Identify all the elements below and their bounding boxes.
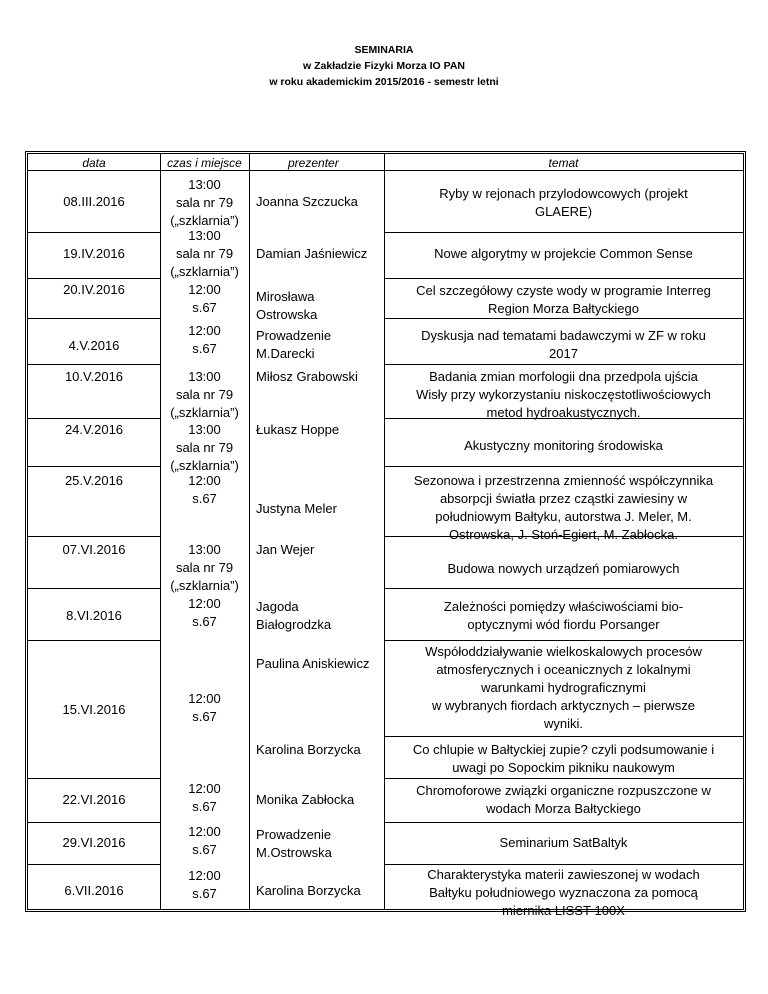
seminar-time-place: 13:00 sala nr 79 („szklarnia”) — [170, 177, 239, 228]
seminar-presenter: Joanna Szczucka — [256, 194, 358, 209]
header-period: w roku akademickim 2015/2016 - semestr letni — [269, 76, 499, 88]
date-row-separator — [28, 278, 160, 279]
seminar-presenter: Monika Zabłocka — [256, 792, 355, 807]
seminar-topic: Ryby w rejonach przylodowcowych (projekt GLAERE) — [439, 186, 688, 219]
topic-row-separator — [384, 232, 743, 233]
date-row-separator — [28, 778, 160, 779]
date-row-separator — [28, 318, 160, 319]
seminar-date: 07.VI.2016 — [62, 542, 126, 557]
seminar-topic: Badania zmian morfologii dna przedpola ujścia Wisły przy wykorzystaniu niskoczęstotliwościowych metod hydroakustycznych. — [416, 369, 711, 420]
topic-row-separator — [384, 736, 743, 737]
column-header-time-place: czas i miejsce — [167, 156, 242, 170]
seminar-topic: Sezonowa i przestrzenna zmienność współczynnika absorpcji światła przez cząstki zawiesiny w południowym Bałtyku, autorstwa J. Meler, M. Ostrowska, J. Stoń-Egiert, M. Zabłocka. — [413, 473, 714, 542]
header-subtitle: w Zakładzie Fizyki Morza IO PAN — [302, 60, 465, 72]
column-divider-3 — [384, 154, 385, 909]
seminar-time-place: 12:00 s.67 — [188, 781, 221, 814]
date-row-separator — [28, 588, 160, 589]
date-row-separator — [28, 640, 160, 641]
seminar-time-place: 12:00 s.67 — [188, 691, 221, 724]
seminar-time-place: 13:00 sala nr 79 („szklarnia”) — [170, 369, 239, 420]
column-header-topic: temat — [548, 156, 579, 170]
seminar-presenter: Łukasz Hoppe — [256, 422, 340, 437]
seminar-date: 8.VI.2016 — [66, 608, 122, 623]
header-title: SEMINARIA — [354, 44, 414, 56]
seminar-time-place: 12:00 s.67 — [188, 282, 221, 315]
seminar-time-place: 12:00 s.67 — [188, 473, 221, 506]
column-divider-2 — [249, 154, 250, 909]
seminar-presenter: Justyna Meler — [256, 501, 337, 516]
seminar-presenter: Prowadzenie M.Ostrowska — [256, 827, 332, 860]
date-row-separator — [28, 466, 160, 467]
seminar-time-place: 13:00 sala nr 79 („szklarnia”) — [170, 542, 239, 593]
seminar-presenter: Jan Wejer — [256, 542, 315, 557]
seminar-date: 4.V.2016 — [68, 338, 120, 353]
date-row-separator — [28, 418, 160, 419]
seminar-presenter: Paulina Aniskiewicz — [256, 656, 370, 671]
seminar-date: 22.VI.2016 — [62, 792, 126, 807]
seminar-date: 10.V.2016 — [64, 369, 124, 384]
seminar-presenter: Damian Jaśniewicz — [256, 246, 368, 261]
seminar-topic: Seminarium SatBaltyk — [499, 835, 628, 850]
topic-row-separator — [384, 318, 743, 319]
seminar-time-place: 13:00 sala nr 79 („szklarnia”) — [170, 228, 239, 279]
topic-row-separator — [384, 822, 743, 823]
seminar-topic: Budowa nowych urządzeń pomiarowych — [447, 561, 680, 576]
seminar-date: 19.IV.2016 — [63, 246, 125, 261]
column-header-date: data — [82, 156, 106, 170]
seminar-presenter: Karolina Borzycka — [256, 883, 361, 898]
seminar-time-place: 12:00 s.67 — [188, 596, 221, 629]
seminar-topic: Chromoforowe związki organiczne rozpuszczone w wodach Morza Bałtyckiego — [416, 783, 711, 816]
seminar-presenter: Karolina Borzycka — [256, 742, 361, 757]
seminar-time-place: 12:00 s.67 — [188, 824, 221, 857]
seminar-time-place: 13:00 sala nr 79 („szklarnia”) — [170, 422, 239, 473]
seminar-presenter: Miłosz Grabowski — [256, 369, 358, 384]
document-header — [0, 42, 768, 90]
seminar-date: 20.IV.2016 — [63, 282, 125, 297]
seminar-date: 25.V.2016 — [64, 473, 124, 488]
seminar-topic: Dyskusja nad tematami badawczymi w ZF w roku 2017 — [421, 328, 706, 361]
seminar-presenter: Jagoda Białogrodzka — [256, 599, 332, 632]
topic-row-separator — [384, 588, 743, 589]
seminar-date: 24.V.2016 — [64, 422, 124, 437]
date-row-separator — [28, 864, 160, 865]
seminar-topic: Akustyczny monitoring środowiska — [464, 438, 663, 453]
date-row-separator — [28, 822, 160, 823]
seminar-topic: Charakterystyka materii zawieszonej w wodach Bałtyku południowego wyznaczona za pomocą miernika LISST-100X — [427, 867, 700, 918]
date-row-separator — [28, 364, 160, 365]
seminar-date: 6.VII.2016 — [64, 883, 124, 898]
seminar-topic: Cel szczegółowy czyste wody w programie Interreg Region Morza Bałtyckiego — [416, 283, 711, 316]
seminar-topic: Nowe algorytmy w projekcie Common Sense — [434, 246, 693, 261]
seminar-date: 15.VI.2016 — [62, 702, 126, 717]
seminar-topic: Współoddziaływanie wielkoskalowych procesów atmosferycznych i oceanicznych z lokalnymi warunkami hydrograficznymi w wybranych fiordach arktycznych – pierwsze wyniki. — [425, 644, 702, 731]
date-row-separator — [28, 536, 160, 537]
seminar-topic: Zależności pomiędzy właściwościami bio- optycznymi wód fiordu Porsanger — [443, 599, 684, 632]
topic-row-separator — [384, 278, 743, 279]
topic-row-separator — [384, 466, 743, 467]
seminar-date: 08.III.2016 — [63, 194, 125, 209]
seminar-presenter: Prowadzenie M.Darecki — [256, 328, 332, 361]
topic-row-separator — [384, 640, 743, 641]
seminar-time-place: 12:00 s.67 — [188, 868, 221, 901]
seminar-time-place: 12:00 s.67 — [188, 323, 221, 356]
topic-row-separator — [384, 364, 743, 365]
topic-row-separator — [384, 778, 743, 779]
seminar-topic: Co chlupie w Bałtyckiej zupie? czyli podsumowanie i uwagi po Sopockim pikniku naukowym — [412, 742, 715, 775]
date-row-separator — [28, 232, 160, 233]
topic-row-separator — [384, 864, 743, 865]
seminar-date: 29.VI.2016 — [62, 835, 126, 850]
seminar-presenter: Mirosława Ostrowska — [256, 289, 318, 322]
header-underline — [28, 170, 743, 171]
column-header-presenter: prezenter — [288, 156, 339, 170]
